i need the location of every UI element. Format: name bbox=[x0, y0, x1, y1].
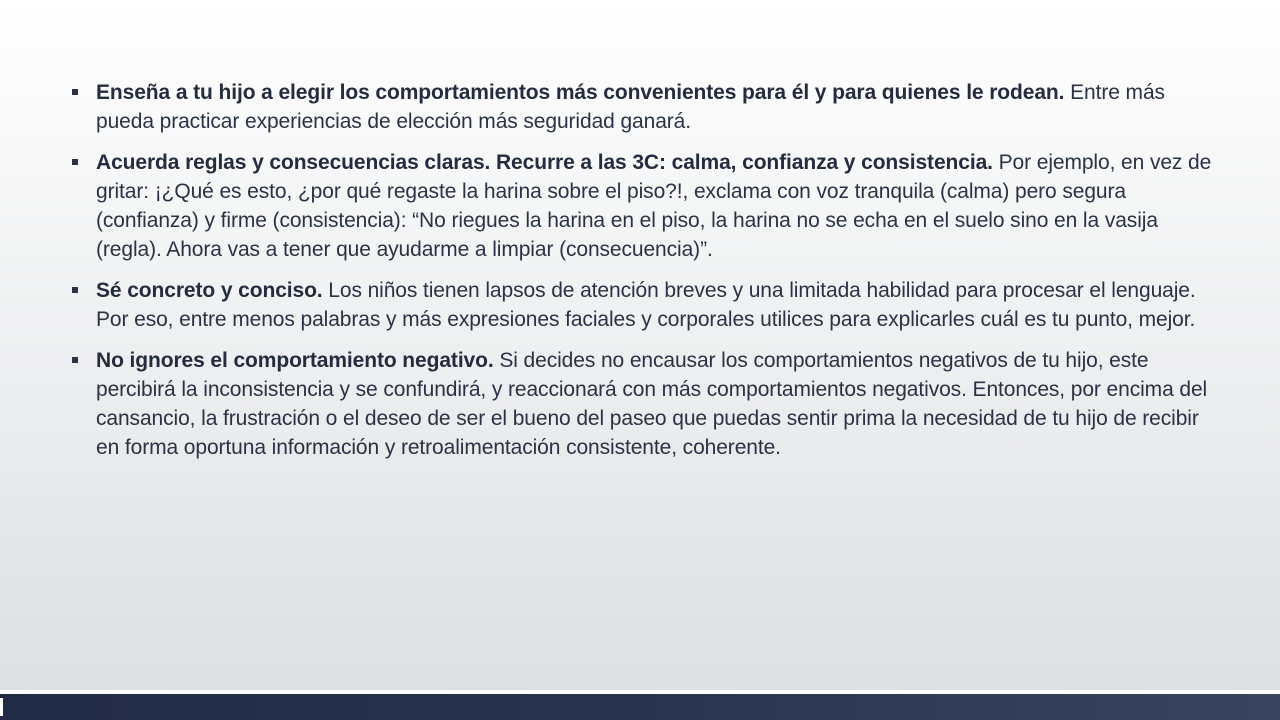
footer-band bbox=[0, 694, 1280, 720]
square-bullet-icon bbox=[72, 287, 78, 293]
bullet-item-rules-consequences bbox=[72, 148, 1212, 264]
bullet-body: Los niños tienen lapsos de atención breves y una limitada habilidad para procesar el lenguaje. Por eso, entre menos palabras y más expresiones faciales y corporales utilices para explicarles cuál es tu punto, mejor. bbox=[96, 279, 1196, 331]
square-bullet-icon bbox=[72, 357, 78, 363]
bullet-item-negative-behavior bbox=[72, 346, 1212, 462]
bullet-list bbox=[72, 78, 1212, 462]
bullet-heading: Enseña a tu hijo a elegir los comportamientos más convenientes para él y para quienes le rodean. bbox=[96, 81, 1065, 104]
square-bullet-icon bbox=[72, 89, 78, 95]
bullet-heading: Sé concreto y conciso. bbox=[96, 279, 323, 302]
bullet-body: Por ejemplo, en vez de gritar: ¡¿Qué es esto, ¿por qué regaste la harina sobre el piso?!, exclama con voz tranquila (calma) pero segura (confianza) y firme (consistencia): “No riegues la harina en el piso, la harina no se echa en el suelo sino en la vasija (regla). Ahora vas a tener que ayudarme a limpiar (consecuencia)”. bbox=[96, 151, 1212, 261]
bullet-heading: Acuerda reglas y consecuencias claras. Recurre a las 3C: calma, confianza y consistencia. bbox=[96, 151, 993, 174]
square-bullet-icon bbox=[72, 159, 78, 165]
footer-band-tick bbox=[0, 698, 3, 716]
bullet-item-concrete-concise bbox=[72, 276, 1212, 334]
slide-content bbox=[72, 78, 1212, 474]
bullet-body: Entre más pueda practicar experiencias de elección más seguridad ganará. bbox=[96, 81, 1165, 133]
bullet-item-choose-behaviors bbox=[72, 78, 1212, 136]
bullet-body: Si decides no encausar los comportamientos negativos de tu hijo, este percibirá la inconsistencia y se confundirá, y reaccionará con más comportamientos negativos. Entonces, por encima del cansancio, la frustración o el deseo de ser el bueno del paseo que puedas sentir prima la necesidad de tu hijo de recibir en forma oportuna información y retroalimentación consistente, coherente. bbox=[96, 349, 1208, 459]
bullet-heading: No ignores el comportamiento negativo. bbox=[96, 349, 494, 372]
